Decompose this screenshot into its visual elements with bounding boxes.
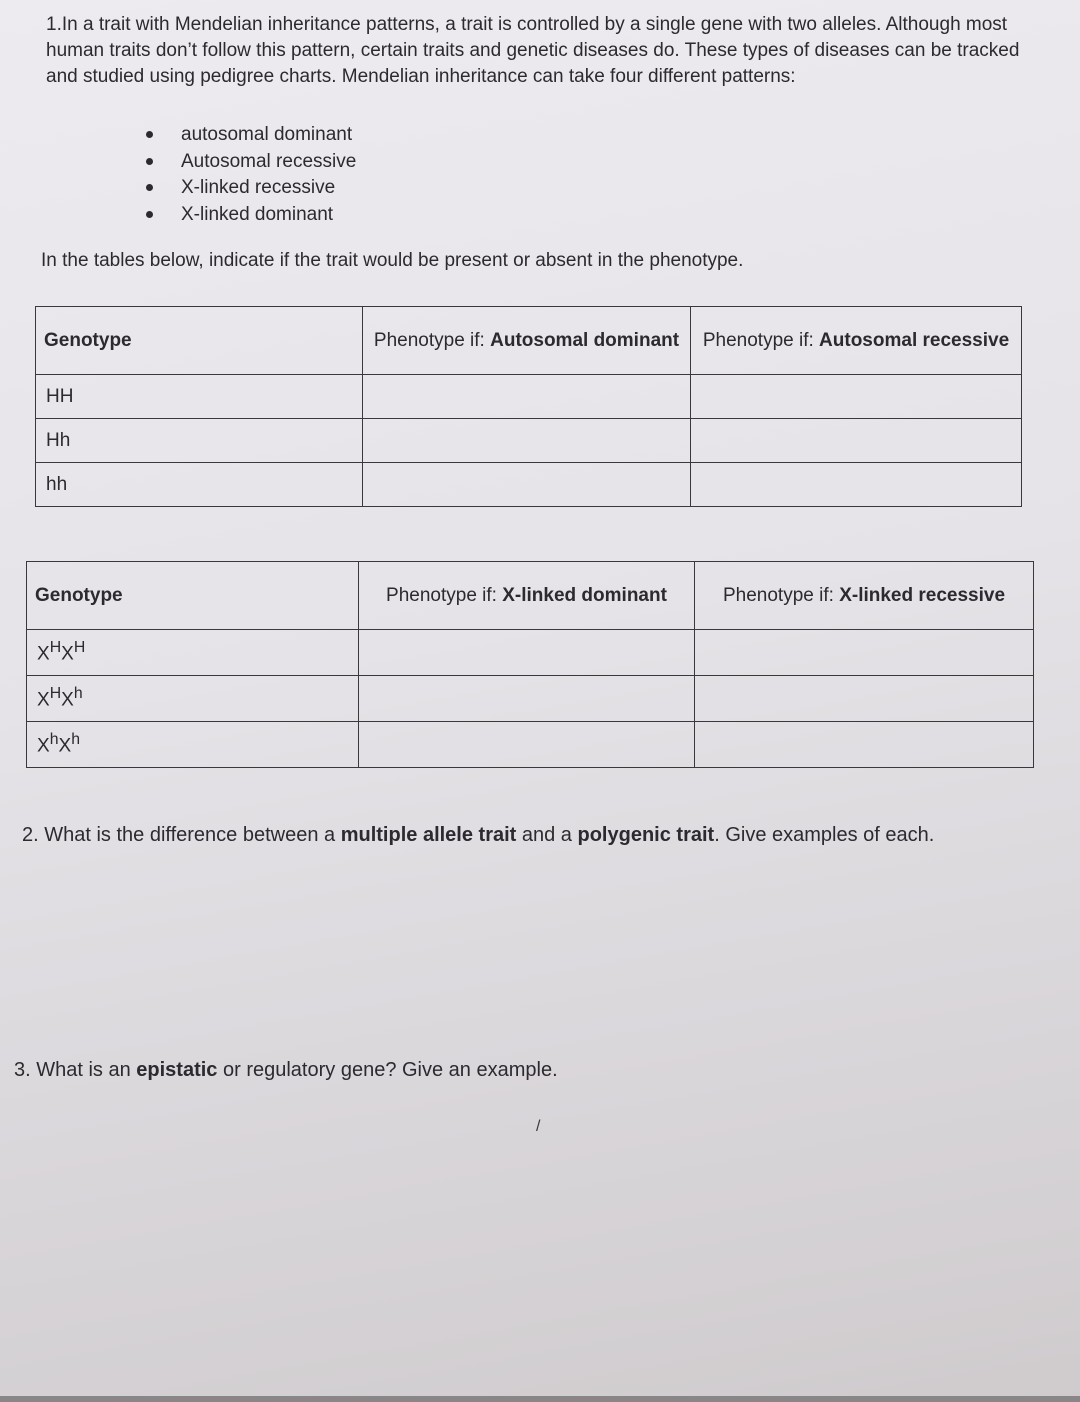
genotype-header: Genotype — [36, 307, 363, 375]
pattern-label: autosomal dominant — [181, 124, 353, 145]
answer-cell-recessive[interactable] — [691, 463, 1022, 507]
list-item — [146, 175, 356, 202]
answer-cell-recessive[interactable] — [695, 722, 1034, 768]
autosomal-dominant-header: Phenotype if: Autosomal dominant — [363, 307, 691, 375]
question-1-paragraph: 1.In a trait with Mendelian inheritance patterns, a trait is controlled by a single gene with two alleles. Although most human traits don’t follow this pattern, certain traits and genetic diseases do. These types of diseases can be tracked and studied using pedigree charts. Mendelian inheritance can take four different patterns: — [46, 14, 1020, 87]
table-row — [27, 630, 1034, 676]
pen-mark: / — [536, 1118, 541, 1135]
list-item — [146, 202, 356, 229]
pattern-label: Autosomal recessive — [181, 150, 357, 172]
answer-cell-dominant[interactable] — [363, 463, 691, 507]
bullet-icon — [146, 158, 153, 165]
table-row — [36, 419, 1022, 463]
genotype-cell: $X^HX^h$ — [27, 676, 359, 722]
inheritance-patterns-list — [146, 122, 356, 228]
table-header-row — [36, 307, 1022, 375]
genotype-cell: HH — [36, 375, 363, 419]
answer-cell-dominant[interactable] — [359, 676, 695, 722]
genotype-cell: Hh — [36, 419, 363, 463]
table-row — [27, 676, 1034, 722]
genotype-header: Genotype — [27, 562, 359, 630]
answer-cell-dominant[interactable] — [359, 630, 695, 676]
answer-cell-dominant[interactable] — [363, 375, 691, 419]
x-linked-phenotype-table — [26, 561, 1034, 768]
table-header-row — [27, 562, 1034, 630]
list-item — [146, 149, 356, 176]
list-item — [146, 122, 356, 149]
table-row — [36, 463, 1022, 507]
answer-cell-recessive[interactable] — [695, 630, 1034, 676]
answer-cell-dominant[interactable] — [363, 419, 691, 463]
genotype-cell: hh — [36, 463, 363, 507]
table-row — [36, 375, 1022, 419]
table-instruction: In the tables below, indicate if the trait would be present or absent in the phenotype. — [41, 250, 744, 271]
page-edge — [0, 1396, 1080, 1402]
genotype-cell: $X^HX^H$ — [27, 630, 359, 676]
bullet-icon — [146, 184, 153, 191]
pattern-label: X-linked recessive — [181, 177, 336, 198]
bullet-icon — [146, 131, 153, 138]
answer-cell-recessive[interactable] — [695, 676, 1034, 722]
answer-cell-dominant[interactable] — [359, 722, 695, 768]
x-linked-dominant-header: Phenotype if: X-linked dominant — [359, 562, 695, 630]
answer-cell-recessive[interactable] — [691, 375, 1022, 419]
bullet-icon — [146, 211, 153, 218]
genotype-cell: $X^hX^h$ — [27, 722, 359, 768]
answer-cell-recessive[interactable] — [691, 419, 1022, 463]
pattern-label: X-linked dominant — [181, 203, 334, 225]
question-2: 2. What is the difference between a multiple allele trait and a polygenic trait. Give examples of each. — [22, 824, 935, 846]
question-3: 3. What is an epistatic or regulatory gene? Give an example. — [14, 1059, 558, 1081]
table-row — [27, 722, 1034, 768]
autosomal-phenotype-table — [35, 306, 1022, 507]
autosomal-recessive-header: Phenotype if: Autosomal recessive — [691, 307, 1022, 375]
x-linked-recessive-header: Phenotype if: X-linked recessive — [695, 562, 1034, 630]
